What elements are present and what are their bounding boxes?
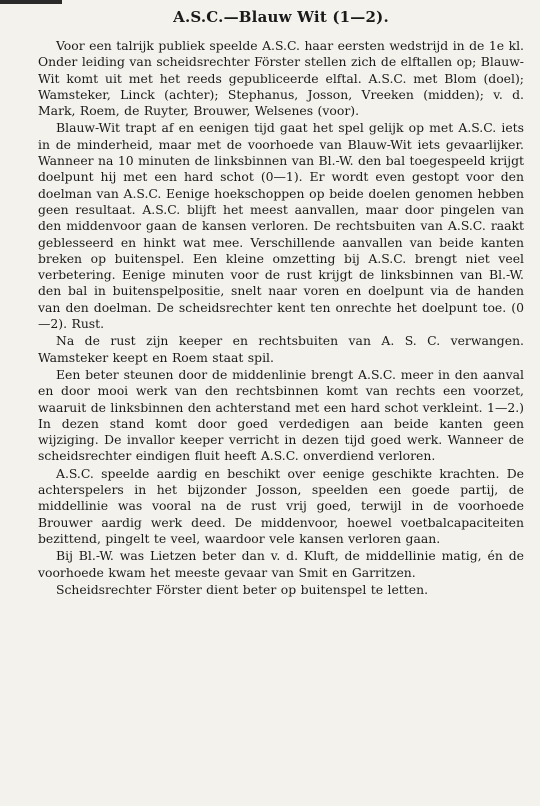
article-paragraph: Bij Bl.-W. was Lietzen beter dan v. d. Kluft, de middellinie matig, én de voorhoede kwam het meeste gevaar van Smit en Garritzen. <box>38 548 524 580</box>
article-paragraph: Na de rust zijn keeper en rechtsbuiten van A. S. C. verwangen. Wamsteker keept en Roem staat spil. <box>38 333 524 365</box>
article-paragraph: Voor een talrijk publiek speelde A.S.C. haar eersten wedstrijd in de 1e kl. Onder leiding van scheidsrechter Förster stellen zich de elftallen op; Blauw-Wit komt uit met het reeds gepubliceerde elftal. A.S.C. met Blom (doel); Wamsteker, Linck (achter); Stephanus, Josson, Vreeken (midden); v. d. Mark, Roem, de Ruyter, Brouwer, Welsenes (voor). <box>38 38 524 119</box>
article-paragraph: A.S.C. speelde aardig en beschikt over eenige geschikte krachten. De achterspelers in het bijzonder Josson, speelden een goede partij, de middellinie was vooral na de rust vrij goed, terwijl in de voorhoede Brouwer aardig werk deed. De middenvoor, hoewel voetbalcapaciteiten bezittend, pingelt te veel, waardoor vele kansen verloren gaan. <box>38 465 524 546</box>
article-headline: A.S.C.—Blauw Wit (1—2). <box>173 8 389 26</box>
article-paragraph: Een beter steunen door de middenlinie brengt A.S.C. meer in den aanval en door mooi werk van den rechtsbinnen komt van rechts een voorzet, waaruit de linksbinnen den achterstand met een hard schot verkleint. 1—2.) In dezen stand komt door goed verdedigen aan beide kanten geen wijziging. De invallor keeper verricht in dezen tijd goed werk. Wanneer de scheidsrechter eindigen fluit heeft A.S.C. onverdiend verloren. <box>38 366 524 464</box>
top-rule <box>0 0 62 4</box>
article-paragraph: Scheidsrechter Förster dient beter op buitenspel te letten. <box>56 581 429 597</box>
article-paragraph: Blauw-Wit trapt af en eenigen tijd gaat het spel gelijk op met A.S.C. iets in de minderheid, maar met de voorhoede van Blauw-Wit iets gevaarlijker. Wanneer na 10 minuten de linksbinnen van Bl.-W. den bal toegespeeld krijgt doelpunt hij met een hard schot (0—1). Er wordt even gestopt voor den doelman van A.S.C. Eenige hoekschoppen op beide doelen genomen hebben geen resultaat. A.S.C. blijft het meest aanvallen, maar door pingelen van den middenvoor gaan de kansen verloren. De rechtsbuiten van A.S.C. raakt geblesseerd en hinkt wat mee. Verschillende aanvallen van beide kanten breken op buitenspel. Een kleine omzetting bij A.S.C. brengt niet veel verbetering. Eenige minuten voor de rust krijgt de linksbinnen van Bl.-W. den bal in buitenspelpositie, snelt naar voren en doelpunt via de handen van den doelman. De scheidsrechter kent ten onrechte het doelpunt toe. (0—2). Rust. <box>38 120 524 332</box>
